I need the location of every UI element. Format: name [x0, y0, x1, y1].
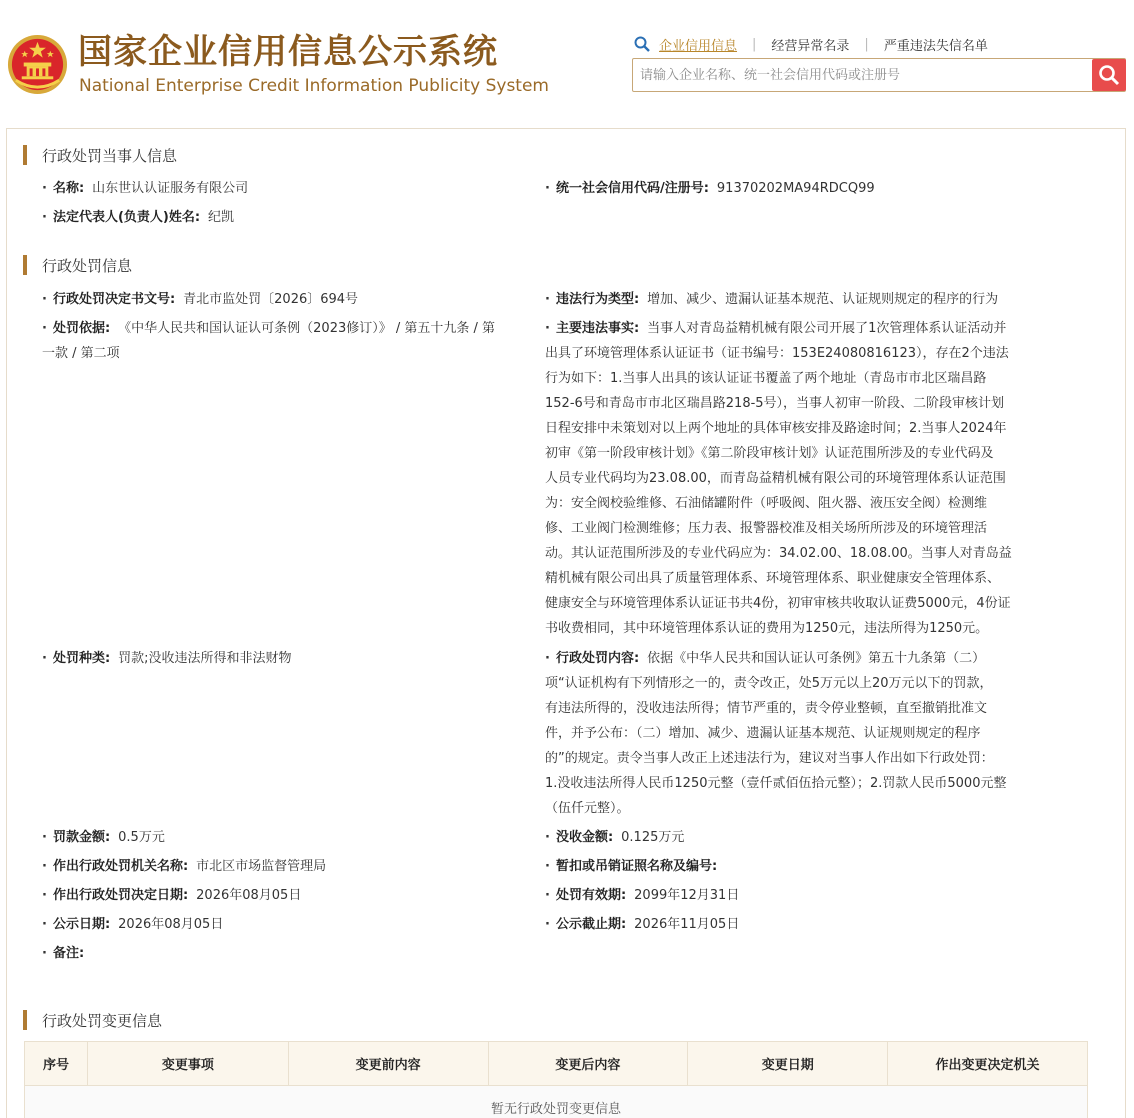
section-title-party: 行政处罚当事人信息 — [23, 145, 177, 165]
section-title-changes: 行政处罚变更信息 — [23, 1010, 162, 1030]
field-fine-amount: · 罚款金额: 0.5万元 — [42, 830, 165, 845]
changes-table — [24, 1041, 1088, 1118]
search-button[interactable] — [1092, 59, 1126, 91]
field-name: · 名称: 山东世认认证服务有限公司 — [42, 181, 249, 196]
search-bar — [632, 58, 1126, 92]
site-title-cn: 国家企业信用信息公示系统 — [78, 32, 498, 72]
nav-separator: | — [864, 36, 869, 52]
section-marker — [23, 1010, 27, 1030]
nav-link-enterprise-credit[interactable]: 企业信用信息 — [659, 38, 738, 54]
empty-state-text: 暂无行政处罚变更信息 — [25, 1086, 1088, 1118]
field-penalty-kind: · 处罚种类: 罚款;没收违法所得和非法财物 — [42, 651, 292, 666]
column-header-after: 变更后内容 — [488, 1042, 688, 1086]
table-row — [25, 1086, 1088, 1118]
penalty-detail-panel — [6, 128, 1126, 1118]
field-doc-number: · 行政处罚决定书文号: 青北市监处罚〔2026〕694号 — [42, 292, 359, 307]
column-header-change-date: 变更日期 — [688, 1042, 888, 1086]
field-publish-end: · 公示截止期: 2026年11月05日 — [545, 917, 740, 932]
nav-link-serious-violation-list[interactable]: 严重违法失信名单 — [883, 38, 988, 54]
field-authority: · 作出行政处罚机关名称: 市北区市场监督管理局 — [42, 859, 327, 874]
field-violation-type: · 违法行为类型: 增加、减少、遗漏认证基本规范、认证规则规定的程序的行为 — [545, 292, 999, 307]
table-header-row — [25, 1042, 1088, 1086]
field-credit-code: · 统一社会信用代码/注册号: 91370202MA94RDCQ99 — [545, 181, 875, 196]
top-nav — [633, 34, 988, 54]
field-legal-rep: · 法定代表人(负责人)姓名: 纪凯 — [42, 210, 235, 225]
section-marker — [23, 255, 27, 275]
field-remark: · 备注: — [42, 946, 85, 961]
field-penalty-basis: · 处罚依据: 《中华人民共和国认证认可条例（2023修订）》 / 第五十九条 / 第 一款 / 第二项 — [42, 321, 496, 361]
site-title-en: National Enterprise Credit Information Publicity System — [79, 76, 549, 96]
national-emblem-icon — [6, 33, 69, 96]
column-header-change-item: 变更事项 — [87, 1042, 288, 1086]
nav-separator: | — [752, 36, 757, 52]
column-header-index: 序号 — [25, 1042, 88, 1086]
section-title-penalty: 行政处罚信息 — [23, 255, 132, 275]
field-penalty-content: · 行政处罚内容: 依据《中华人民共和国认证认可条例》第五十九条第（二） 项“认证机构有下列情形之一的，责令改正，处5万元以上20万元以下的罚款， 有违法所得的，没收违法所得；情节严重的，责令停业整顿，直至撤销批准文 件，并予公布：（二）增加、减少、遗漏认证基本规范、认证规则规定的程序 的”的规定。责令当事人改正上述违法行为，建议对当事人作出如下行政处罚： 1.没收违法所得人民币1250元整（壹仟贰佰伍拾元整）；2.罚款人民币5000元整 （伍仟元整）。 — [545, 651, 1007, 816]
magnifier-icon — [633, 35, 651, 53]
field-license: · 暂扣或吊销证照名称及编号: — [545, 859, 718, 874]
search-input[interactable] — [633, 59, 1089, 91]
field-valid-until: · 处罚有效期: 2099年12月31日 — [545, 888, 740, 903]
section-marker — [23, 145, 27, 165]
column-header-authority: 作出变更决定机关 — [888, 1042, 1088, 1086]
field-confiscation-amount: · 没收金额: 0.125万元 — [545, 830, 685, 845]
field-main-facts: · 主要违法事实: 当事人对青岛益精机械有限公司开展了1次管理体系认证活动并 出具了环境管理体系认证证书（证书编号：153E24080816123），存在2个违法 行为如下：1.当事人出具的该认证证书覆盖了两个地址（青岛市市北区瑞昌路 152-6号和青岛市市北区瑞昌路218-5号），当事人初审一阶段、二阶段审核计划 日程安排中未策划对以上两个地址的具体审核安排及路途时间；2.当事人2024年 初审《第一阶段审核计划》《第二阶段审核计划》认证范围所涉及的专业代码及 人员专业代码均为23.08.00，而青岛益精机械有限公司的环境管理体系认证范围 为：安全阀校验维修、石油储罐附件（呼吸阀、阻火器、液压安全阀）检测维 修、工业阀门检测维修；压力表、报警器校准及相关场所所涉及的环境管理活 动。其认证范围所涉及的专业代码应为：34.02.00、18.08.00。当事人对青岛益 精机械有限公司出具了质量管理体系、环境管理体系、职业健康安全管理体系、 健康安全与环境管理体系认证证书共4份，初审审核共收取认证费5000元，4份证 书收费相同，其中环境管理体系认证的费用为1250元，违法所得为1250元。 — [545, 321, 1012, 636]
field-publish-date: · 公示日期: 2026年08月05日 — [42, 917, 224, 932]
site-header — [0, 0, 1134, 115]
field-decision-date: · 作出行政处罚决定日期: 2026年08月05日 — [42, 888, 302, 903]
nav-link-abnormal-list[interactable]: 经营异常名录 — [771, 38, 850, 54]
column-header-before: 变更前内容 — [288, 1042, 488, 1086]
search-icon — [1097, 63, 1121, 87]
